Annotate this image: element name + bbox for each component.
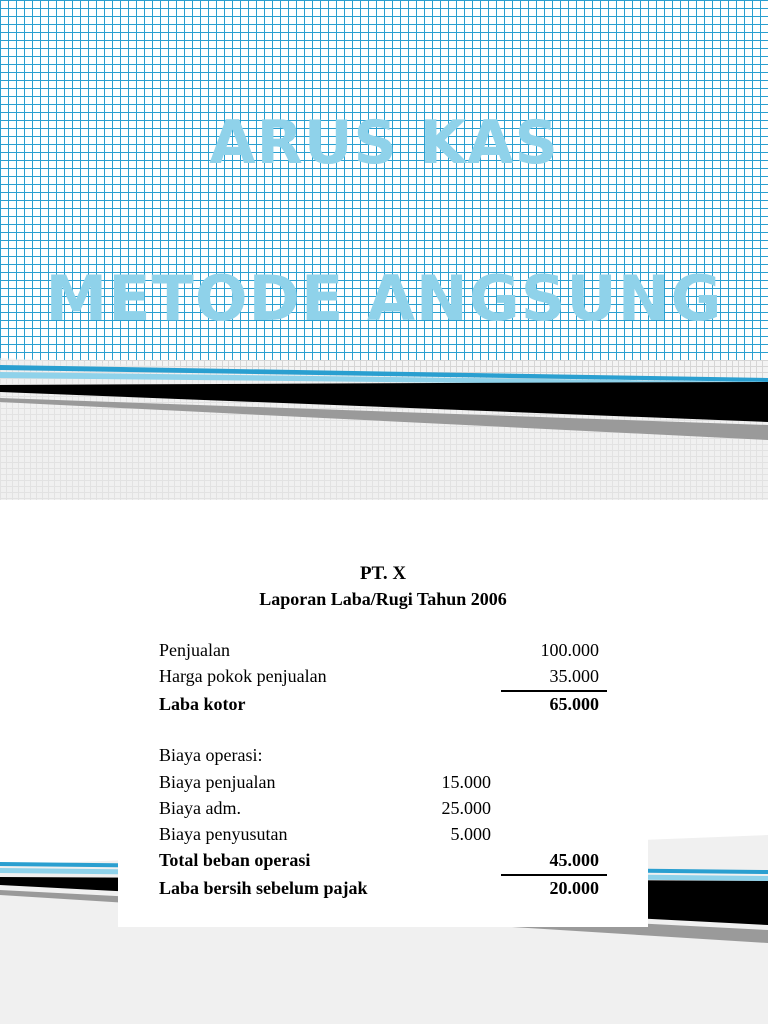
row-label-selling: Biaya penjualan	[159, 772, 276, 792]
title-slide	[0, 0, 768, 500]
report-title: Laporan Laba/Rugi Tahun 2006	[259, 589, 507, 609]
row-value-sales: 100.000	[540, 640, 599, 660]
row-value-total-opex: 45.000	[549, 850, 599, 870]
decorative-stripes	[0, 0, 768, 500]
total-rule	[501, 874, 607, 876]
row-label-sales: Penjualan	[159, 640, 230, 660]
row-label-net-income: Laba bersih sebelum pajak	[159, 878, 368, 898]
row-value-depreciation: 5.000	[450, 824, 491, 844]
income-statement	[118, 505, 648, 927]
row-label-total-opex: Total beban operasi	[159, 850, 311, 870]
title-line-1: ARUS KAS	[209, 108, 559, 178]
row-label-depreciation: Biaya penyusutan	[159, 824, 288, 844]
row-label-gross-profit: Laba kotor	[159, 694, 246, 714]
content-slide	[0, 505, 768, 1024]
row-value-admin: 25.000	[441, 798, 491, 818]
title-line-2: METODE ANGSUNG	[45, 262, 723, 335]
row-label-opex-heading: Biaya operasi:	[159, 745, 263, 765]
row-value-selling: 15.000	[441, 772, 491, 792]
subtotal-rule	[501, 690, 607, 692]
row-value-net-income: 20.000	[549, 878, 599, 898]
row-label-admin: Biaya adm.	[159, 798, 241, 818]
row-label-cogs: Harga pokok penjualan	[159, 666, 327, 686]
company-name: PT. X	[359, 563, 407, 584]
row-value-cogs: 35.000	[549, 666, 599, 686]
row-value-gross-profit: 65.000	[549, 694, 599, 714]
